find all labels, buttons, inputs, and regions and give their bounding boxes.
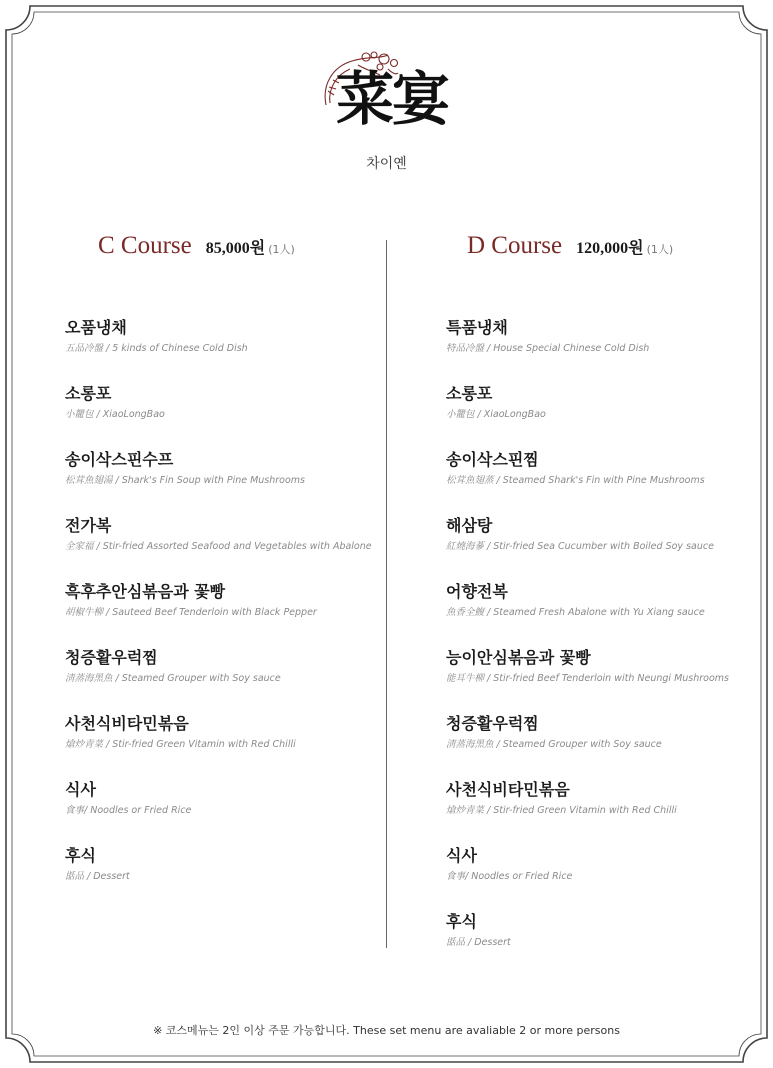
dish-korean-name: 청증활우럭찜 — [65, 648, 158, 667]
logo-korean-name: 차이옌 — [366, 156, 407, 172]
course-c-price: 85,000원 — [205, 240, 266, 257]
dish-korean-name: 흑후추안심볶음과 꽃빵 — [65, 582, 226, 601]
menu-item — [446, 779, 773, 845]
menu-item — [65, 515, 395, 581]
dish-description: 食事/ Noodles or Fried Rice — [446, 871, 573, 882]
menu-item — [446, 581, 773, 647]
menu-item — [446, 383, 773, 449]
menu-item — [446, 713, 773, 779]
menu-item — [446, 515, 773, 581]
menu-item — [65, 449, 395, 515]
dish-description: 松茸魚翅湯 / Shark's Fin Soup with Pine Mushrooms — [65, 475, 306, 486]
dish-description: 熗炒青菜 / Stir-fried Green Vitamin with Red Chilli — [446, 805, 677, 816]
dish-description: 淸蒸海黑魚 / Steamed Grouper with Soy sauce — [65, 673, 281, 684]
dish-description: 五品冷盤 / 5 kinds of Chinese Cold Dish — [65, 343, 248, 354]
menu-item — [65, 647, 395, 713]
course-d-menu-list — [446, 317, 773, 977]
dish-korean-name: 특품냉채 — [446, 318, 508, 337]
course-d-price: 120,000원 — [576, 240, 644, 257]
dish-description: 淸蒸海黑魚 / Steamed Grouper with Soy sauce — [446, 739, 662, 750]
dish-description: 胡椒牛柳 / Sauteed Beef Tenderloin with Black Pepper — [65, 607, 317, 618]
dish-description: 全家福 / Stir-fried Assorted Seafood and Vegetables with Abalone — [65, 541, 372, 552]
course-c-name: C Course — [98, 232, 192, 259]
menu-item — [446, 845, 773, 911]
dish-description: 食事/ Noodles or Fried Rice — [65, 805, 192, 816]
dish-korean-name: 능이안심볶음과 꽃빵 — [446, 648, 591, 667]
menu-item — [446, 317, 773, 383]
menu-item — [446, 647, 773, 713]
menu-item — [446, 449, 773, 515]
dish-korean-name: 송이삭스핀수프 — [65, 450, 174, 469]
dish-description: 能耳牛柳 / Stir-fried Beef Tenderloin with Neungi Mushrooms — [446, 673, 729, 684]
dish-korean-name: 송이삭스핀찜 — [446, 450, 539, 469]
course-d-name: D Course — [467, 232, 563, 259]
dish-korean-name: 해삼탕 — [446, 516, 493, 535]
course-c-per-person: (1人) — [268, 243, 295, 256]
dish-korean-name: 식사 — [446, 846, 477, 865]
dish-korean-name: 후식 — [65, 846, 96, 865]
menu-item — [65, 845, 395, 911]
menu-item — [446, 911, 773, 977]
dish-korean-name: 청증활우럭찜 — [446, 714, 539, 733]
dish-description: 甛品 / Dessert — [65, 871, 130, 882]
menu-item — [65, 317, 395, 383]
course-c-menu-list — [65, 317, 395, 911]
menu-item — [65, 779, 395, 845]
course-d-header — [467, 232, 673, 260]
dish-korean-name: 소롱포 — [65, 384, 112, 403]
course-d-per-person: (1人) — [646, 243, 674, 256]
menu-item — [65, 713, 395, 779]
course-c-header — [98, 232, 295, 260]
dish-korean-name: 전가복 — [65, 516, 112, 535]
dish-description: 魚香全鰒 / Steamed Fresh Abalone with Yu Xiang sauce — [446, 607, 705, 618]
menu-item — [65, 383, 395, 449]
dish-description: 小籠包 / XiaoLongBao — [65, 409, 165, 420]
dish-korean-name: 후식 — [446, 912, 477, 931]
dish-korean-name: 어향전복 — [446, 582, 508, 601]
dish-korean-name: 식사 — [65, 780, 96, 799]
dish-description: 小籠包 / XiaoLongBao — [446, 409, 546, 420]
dish-description: 松茸魚翅蒸 / Steamed Shark's Fin with Pine Mushrooms — [446, 475, 705, 486]
footer-note: ※ 코스메뉴는 2인 이상 주문 가능합니다. These set menu are avaliable 2 or more persons — [153, 1024, 620, 1037]
dish-description: 特品冷盤 / House Special Chinese Cold Dish — [446, 343, 650, 354]
dish-description: 熗炒青菜 / Stir-fried Green Vitamin with Red Chilli — [65, 739, 296, 750]
dish-description: 甛品 / Dessert — [446, 937, 511, 948]
dish-description: 紅燒海蔘 / Stir-fried Sea Cucumber with Boiled Soy sauce — [446, 541, 714, 552]
dish-korean-name: 사천식비타민볶음 — [65, 714, 189, 733]
dish-korean-name: 소롱포 — [446, 384, 493, 403]
dish-korean-name: 사천식비타민볶음 — [446, 780, 570, 799]
dish-korean-name: 오품냉채 — [65, 318, 127, 337]
menu-item — [65, 581, 395, 647]
logo-hanja: 菜宴 — [336, 65, 449, 133]
